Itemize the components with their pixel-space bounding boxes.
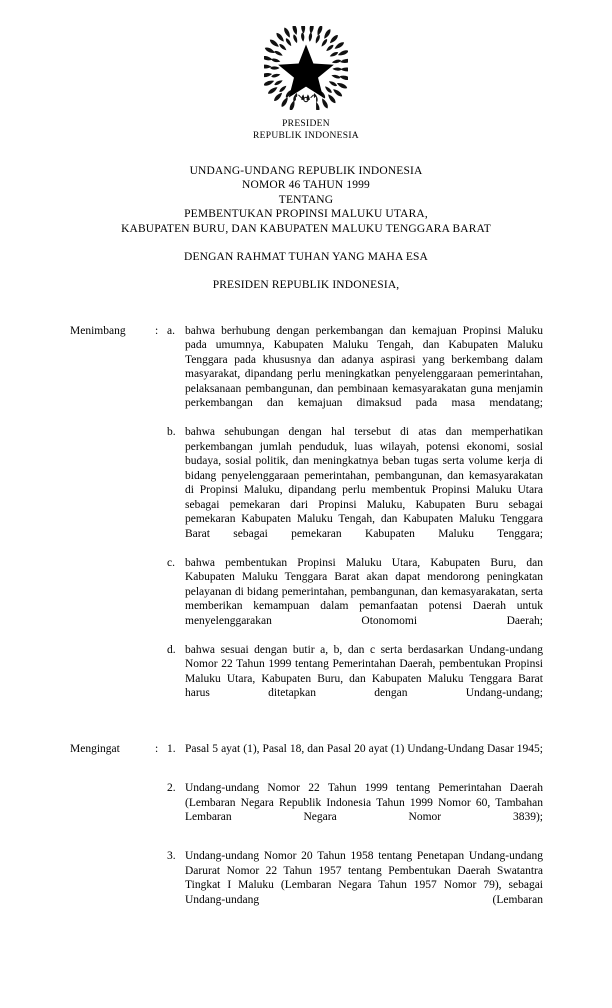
clause-marker: a.	[167, 324, 175, 337]
emblem-caption-line-2: REPUBLIK INDONESIA	[253, 130, 359, 141]
legal-basis-label: Mengingat	[70, 743, 120, 756]
list-item	[167, 425, 543, 556]
legal-basis-colon: :	[155, 743, 159, 756]
clause-marker: 2.	[167, 782, 176, 795]
clause-marker: d.	[167, 643, 176, 656]
title-line-2: NOMOR 46 TAHUN 1999	[242, 179, 370, 192]
document-title-block	[0, 164, 612, 236]
clause-marker: 1.	[167, 743, 176, 756]
list-item	[167, 556, 543, 643]
clause-text: Pasal 5 ayat (1), Pasal 18, dan Pasal 20 ayat (1) Undang-Undang Dasar 1945;	[185, 743, 543, 756]
title-line-5: KABUPATEN BURU, DAN KABUPATEN MALUKU TENGGARA BARAT	[121, 222, 491, 235]
clause-marker: b.	[167, 426, 176, 439]
list-item	[167, 781, 543, 839]
title-line-3: TENTANG	[278, 193, 334, 206]
clause-text: bahwa sesuai dengan butir a, b, dan c serta berdasarkan Undang-undang Nomor 22 Tahun 1999 tentang Pemerintahan Daerah, pembentukan Propinsi Maluku Utara, Kabupaten Buru, dan Kabupaten Maluku Tenggara Barat harus ditetapkan dengan Undang-undang;	[185, 643, 543, 700]
clause-text: bahwa pembentukan Propinsi Maluku Utara, Kabupaten Buru, dan Kabupaten Maluku Tenggara Barat akan dapat mendorong peningkatan pelayanan di bidang pemerintahan, pembangunan, dan kemasyarakatan, serta memberikan kemampuan dalam pemanfaatan potensi Daerah untuk menyelenggarakan Otonomomi Daerah;	[185, 556, 543, 627]
clause-marker: c.	[167, 556, 175, 569]
authority-line	[0, 278, 612, 292]
star-icon	[278, 44, 334, 97]
indonesian-presidential-star-wreath-emblem-icon	[264, 26, 348, 110]
title-line-4: PEMBENTUKAN PROPINSI MALUKU UTARA,	[184, 208, 428, 221]
considerations-section	[70, 324, 543, 716]
authority-text: PRESIDEN REPUBLIK INDONESIA,	[212, 279, 400, 292]
list-item	[167, 643, 543, 716]
legal-basis-section	[70, 742, 543, 922]
clause-text: bahwa berhubung dengan perkembangan dan kemajuan Propinsi Maluku pada umumnya, Kabupaten Maluku Tengah, dan Kabupaten Maluku Tenggara pada khususnya dan adanya aspirasi yang berkembang dalam masyarakat, dipandang perlu meningkatkan penyelenggaraan pemerintahan, pelaksanaan pembangunan, dan pembinaan kemasyarakatan guna menjamin perkembangan dan kemajuan dimaksud pada masa mendatang;	[185, 324, 543, 410]
clause-text: Undang-undang Nomor 20 Tahun 1958 tentang Penetapan Undang-undang Darurat Nomor 22 Tahun 1957 tentang Pembentukan Daerah Swatantra Tingkat I Maluku (Lembaran Negara Tahun 1957 Nomor 79), sebagai Undang-undang (Lembaran	[185, 850, 543, 906]
legal-basis-items	[167, 742, 543, 922]
emblem-block	[0, 0, 612, 142]
considerations-items	[167, 324, 543, 716]
clause-text: bahwa sehubungan dengan hal tersebut di atas dan memperhatikan perkembangan jumlah penduduk, luas wilayah, potensi ekonomi, sosial budaya, sosial politik, dan meningkatnya beban tugas serta volume kerja di bidang penyelenggaraan pemerintahan, pembangunan, dan kemasyarakatan di Propinsi Maluku, dipandang perlu membentuk Propinsi Maluku Utara sebagai pemekaran dari Propinsi Maluku, Kabupaten Buru sebagai pemekaran Kabupaten Maluku Tengah, dan Kabupaten Maluku Tenggara Barat sebagai pemekaran Kabupaten Maluku Tenggara;	[185, 426, 543, 540]
emblem-caption	[0, 119, 612, 142]
blessing-line	[0, 250, 612, 264]
clause-marker: 3.	[167, 850, 176, 863]
title-line-1: UNDANG-UNDANG REPUBLIK INDONESIA	[189, 165, 423, 177]
list-item	[167, 849, 543, 922]
considerations-colon: :	[155, 324, 159, 337]
clause-text: Undang-undang Nomor 22 Tahun 1999 tentang Pemerintahan Daerah (Lembaran Negara Republik Indonesia Tahun 1999 Nomor 60, Tambahan Lembaran Negara Nomor 3839);	[185, 782, 543, 824]
blessing-text: DENGAN RAHMAT TUHAN YANG MAHA ESA	[183, 251, 428, 264]
considerations-label: Menimbang	[70, 324, 126, 337]
emblem-caption-line-1: PRESIDEN	[282, 119, 330, 129]
list-item	[167, 324, 543, 426]
list-item	[167, 742, 543, 771]
